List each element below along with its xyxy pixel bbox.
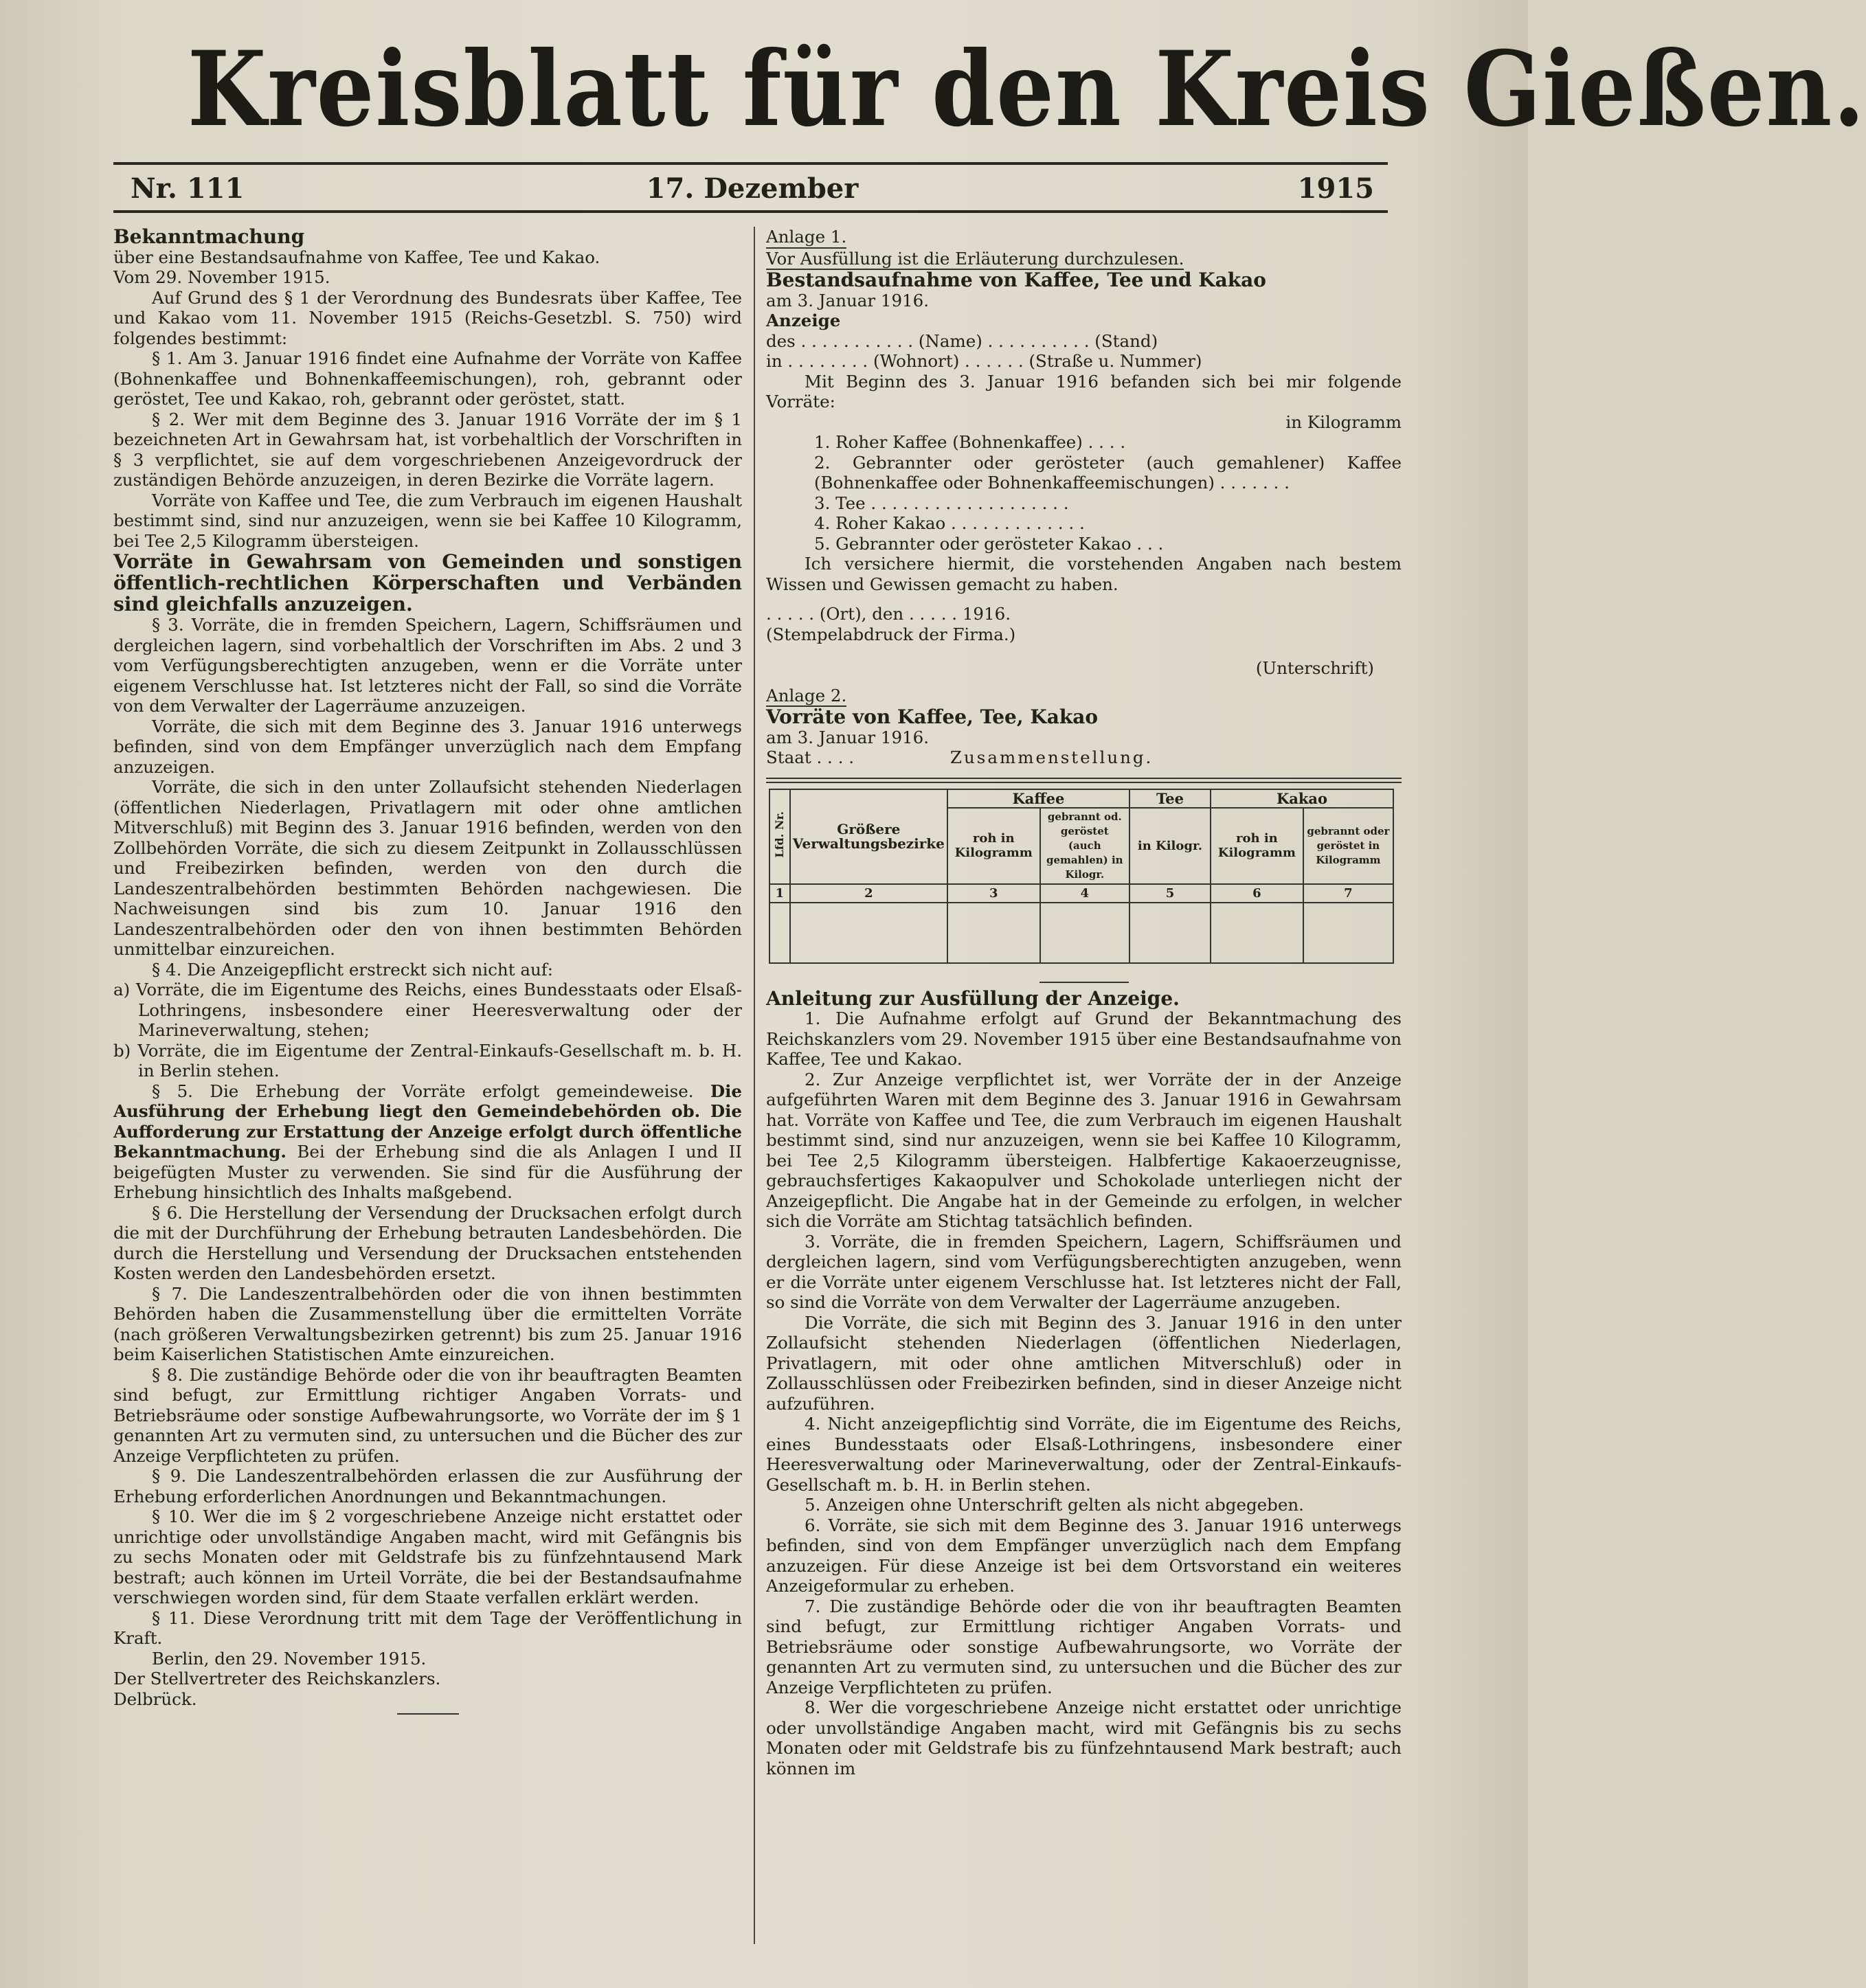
anleitung-3b: Die Vorräte, die sich mit Beginn des 3. Januar 1916 in den unter Zollaufsicht stehenden Niederlagen (öffentlichen Niederlagen, Privatlagern, mit oder ohne amtlichen Mitverschluß) oder in Zollausschlüssen oder Freibezirken befinden, sind in dieser Anzeige nicht aufzuführen. [766,1312,1402,1414]
signer-name: Delbrück. [113,1688,197,1709]
table-cell [1303,903,1393,963]
form-unit: in Kilogramm [1285,411,1402,432]
table-cell [1129,903,1211,963]
masthead-title: Kreisblatt für den Kreis Gießen. [187,29,1866,150]
col-num-2: 2 [790,884,947,903]
issue-year: 1915 [1297,172,1374,205]
table-title: Vorräte von Kaffee, Tee, Kakao [766,705,1099,728]
paragraph-3c: Vorräte, die sich in den unter Zollaufsicht stehenden Niederlagen (öffentlichen Niederlagen, Privatlagern mit oder ohne amtlichen Mitverschluß) mit Beginn des 3. Januar 1916 befinden, werden von den Zollbehörden Vorräte, die sich zu diesem Zeitpunkt in Zollausschlüssen und Freibezirken befinden, werden von den durch die Landeszentralbehörden bestimmten Behörden nachgewiesen. Die Nachweisungen sind bis zum 10. Januar 1916 den Landeszentralbehörden oder den von ihnen bestimmten Behörden unmittelbar einzureichen. [113,777,742,959]
paragraph-10: § 10. Wer die im § 2 vorgeschriebene Anzeige nicht erstattet oder unrichtige oder unvollständige Angaben macht, wird mit Gefängnis bis zu sechs Monaten oder mit Geldstrafe bis zu fünfzehntausend Mark bestraft; auch können im Urteil Vorräte, die bei der Bestandsaufnahme verschwiegen worden sind, für dem Staate verfallen erklärt werden. [113,1506,742,1607]
th-kakao: Kakao [1211,789,1393,808]
th-kaffee: Kaffee [947,789,1129,808]
form-note: Vor Ausfüllung ist die Erläuterung durchzulesen. [766,249,1402,271]
announcement-subheading: über eine Bestandsaufnahme von Kaffee, Tee und Kakao. [113,247,600,267]
form-intro: Mit Beginn des 3. Januar 1916 befanden sich bei mir folgende Vorräte: [766,371,1402,411]
closing-place-date: Berlin, den 29. November 1915. [152,1648,427,1669]
table-cell [1211,903,1303,963]
anleitung-1: 1. Die Aufnahme erfolgt auf Grund der Bekanntmachung des Reichskanzlers vom 29. November 1915 über eine Bestandsaufnahme von Kaffee, Tee und Kakao. [766,1008,1402,1069]
paragraph-9: § 9. Die Landeszentralbehörden erlassen die zur Ausführung der Erhebung erforderlichen Anordnungen und Bekanntmachungen. [113,1466,742,1506]
paragraph-5 [113,1081,742,1203]
paragraph-6: § 6. Die Herstellung der Versendung der Drucksachen erfolgt durch die mit der Durchführung der Erhebung betrauten Landesbehörden. Die durch die Herstellung und Versendung der Drucksachen entstehenden Kosten werden den Landesbehörden ersetzt. [113,1202,742,1283]
paragraph-2: § 2. Wer mit dem Beginne des 3. Januar 1916 Vorräte der im § 1 bezeichneten Art in Gewahrsam hat, ist vorbehaltlich der Vorschriften in § 3 verpflichtet, sie auf dem vorgeschriebenen Anzeigevordruck der zuständigen Behörde anzuzeigen, in deren Bezirke die Vorräte lagern. [113,409,742,490]
announcement-heading: Bekanntmachung [113,225,305,248]
form-item-1: 1. Roher Kaffee (Bohnenkaffee) . . . . [814,432,1126,452]
paragraph-3: § 3. Vorräte, die in fremden Speichern, Lagern, Schiffsräumen und dergleichen lagern, sind vorbehaltlich der Vorschriften im Abs. 2 und 3 vom Verfügungsberechtigten anzugeben, wenn er die Vorräte unter eigenem Verschlusse hat. Ist letzteres nicht der Fall, so sind die Vorräte von dem Verwalter der Lagerräume anzuzeigen. [113,615,742,716]
paragraph-5-rest: Bei der Erhebung sind die als Anlagen I und II beigefügten Muster zu verwenden. Sie sind für die Ausführung der Erhebung hinsichtlich des Inhalts maßgebend. [113,1142,742,1202]
form-date: am 3. Januar 1916. [766,290,930,310]
form-anzeige: Anzeige [766,310,841,330]
intro-paragraph: Auf Grund des § 1 der Verordnung des Bundesrats über Kaffee, Tee und Kakao vom 11. November 1915 (Reichs-Gesetzbl. S. 750) wird folgendes bestimmt: [113,287,742,348]
th-kakao-roh: roh in Kilogramm [1211,808,1303,884]
th-bezirke: Größere Verwaltungsbezirke [790,789,947,884]
bold-paragraph: Vorräte in Gewahrsam von Gemeinden und sonstigen öffentlich-rechtlichen Körperschaften und Verbänden sind gleichfalls anzuzeigen. [113,550,742,615]
form-line-name: des . . . . . . . . . . . (Name) . . . . . . . . . . (Stand) [766,330,1158,351]
form-signature: (Unterschrift) [1255,658,1374,678]
anleitung-4: 4. Nicht anzeigepflichtig sind Vorräte, die im Eigentume des Reichs, eines Bundesstaats oder Elsaß-Lothringens, insbesondere einer Heeresverwaltung oder Marineverwaltung, oder der Zentral-Einkaufs-Gesellschaft m. b. H. in Berlin stehen. [766,1414,1402,1495]
anleitung-3: 3. Vorräte, die in fremden Speichern, Lagern, Schiffsräumen und dergleichen lagern, sind vom Verfügungsberechtigten anzugeben, wenn er die Vorräte unter eigenem Verschlusse hat. Ist letzteres nicht der Fall, so sind die Vorräte von dem Verwalter der Lagerräume anzugeben. [766,1231,1402,1312]
anleitung-8: 8. Wer die vorgeschriebene Anzeige nicht erstattet oder unrichtige oder unvollständige Angaben macht, wird mit Gefängnis bis zu sechs Monaten oder mit Geldstrafe bis zu fünfzehntausend Mark bestraft; auch können im [766,1697,1402,1778]
staat-label: Staat . . . . [766,747,854,767]
anleitung-7: 7. Die zuständige Behörde oder die von ihr beauftragten Beamten sind befugt, zur Ermittlung richtiger Angaben Vorrats- und Betriebsräume oder sonstige Aufbewahrungsorte, wo Vorräte der genannten Art zu vermuten sind, zu untersuchen und die Bücher des zur Anzeige Verpflichteten zu prüfen. [766,1596,1402,1697]
table-date: am 3. Januar 1916. [766,727,930,747]
col-num-7: 7 [1303,884,1393,903]
table-top-rule [766,778,1402,783]
signature-rule [397,1713,459,1715]
col-num-1: 1 [769,884,790,903]
zusammen-label: Zusammenstellung. [950,747,1154,767]
paragraph-3b: Vorräte, die sich mit dem Beginne des 3. Januar 1916 unterwegs befinden, sind von dem Empfänger unverzüglich nach dem Empfang anzuzeigen. [113,716,742,777]
table-cell [790,903,947,963]
paragraph-5-text: § 5. Die Erhebung der Vorräte erfolgt gemeindeweise. [152,1081,694,1101]
form-item-4: 4. Roher Kakao . . . . . . . . . . . . . [814,513,1085,533]
form-affirmation: Ich versichere hiermit, die vorstehenden Angaben nach bestem Wissen und Gewissen gemacht zu haben. [766,554,1402,594]
right-column [766,227,1402,1985]
col-num-4: 4 [1040,884,1129,903]
th-kaffee-roh: roh in Kilogramm [947,808,1040,884]
anleitung-5: 5. Anzeigen ohne Unterschrift gelten als nicht abgegeben. [805,1495,1304,1515]
paragraph-2b: Vorräte von Kaffee und Tee, die zum Verbrauch im eigenen Haushalt bestimmt sind, sind nur anzuzeigen, wenn sie bei Kaffee 10 Kilogramm, bei Tee 2,5 Kilogramm übersteigen. [113,490,742,551]
paragraph-1: § 1. Am 3. Januar 1916 findet eine Aufnahme der Vorräte von Kaffee (Bohnenkaffee und Bohnenkaffeemischungen), roh, gebrannt oder geröstet, Tee und Kakao, roh, gebrannt oder geröstet, statt. [113,348,742,409]
left-column [113,227,742,1958]
th-tee-kg: in Kilogr. [1129,808,1211,884]
staat-line [766,747,1402,768]
announcement-date: Vom 29. November 1915. [113,267,330,287]
th-kakao-gebrannt: gebrannt oder geröstet in Kilogramm [1303,808,1393,884]
anlage-2-label: Anlage 2. [766,686,1402,708]
signer-title: Der Stellvertreter des Reichskanzlers. [113,1669,441,1688]
summary-table [769,789,1394,964]
table-cell [769,903,790,963]
paragraph-8: § 8. Die zuständige Behörde oder die von ihr beauftragten Beamten sind befugt, zur Ermittlung richtiger Angaben Vorrats- und Betriebsräume oder sonstige Aufbewahrungsorte, wo Vorräte der im § 1 genannten Art zu vermuten sind, zu untersuchen und die Bücher des zur Anzeige Verpflichteten zu prüfen. [113,1364,742,1466]
col-num-3: 3 [947,884,1040,903]
issue-date: 17. Dezember [646,172,859,205]
anleitung-2: 2. Zur Anzeige verpflichtet ist, wer Vorräte der in der Anzeige aufgeführten Waren mit dem Beginne des 3. Januar 1916 in Gewahrsam hat. Vorräte von Kaffee und Tee, die zum Verbrauch im eigenen Haushalt bestimmt sind, sind nur anzuzeigen, wenn sie bei Kaffee 10 Kilogramm, bei Tee 2,5 Kilogramm übersteigen. Halbfertige Kakaoerzeugnisse, gebrauchsfertiges Kakaopulver und Schokolade unterliegen nicht der Anzeigepflicht. Die Angabe hat in der Gemeinde zu erfolgen, in welcher sich die Vorräte am Stichtag tatsächlich befinden. [766,1069,1402,1231]
paragraph-11: § 11. Diese Verordnung tritt mit dem Tage der Veröffentlichung in Kraft. [113,1607,742,1648]
paragraph-4b: b) Vorräte, die im Eigentume der Zentral-Einkaufs-Gesellschaft m. b. H. in Berlin stehen. [113,1040,742,1081]
th-tee: Tee [1129,789,1211,808]
th-kaffee-gebrannt: gebrannt od. geröstet (auch gemahlen) in Kilogr. [1040,808,1129,884]
form-place-date: . . . . . (Ort), den . . . . . 1916. [766,604,1011,624]
form-line-ort: in . . . . . . . . (Wohnort) . . . . . . (Straße u. Nummer) [766,351,1202,371]
paragraph-4: § 4. Die Anzeigepflicht erstreckt sich nicht auf: [152,959,554,980]
masthead-rule-top [113,162,1388,165]
issue-number: Nr. 111 [131,172,245,205]
anleitung-6: 6. Vorräte, sie sich mit dem Beginne des 3. Januar 1916 unterwegs befinden, sind von dem Empfänger unverzüglich nach dem Empfang anzuzeigen. Für diese Anzeige ist bei dem Ortsvorstand ein weiteres Anzeigeformular zu erheben. [766,1515,1402,1596]
anlage-1-label: Anlage 1. [766,227,1402,249]
th-lfd: Lfd. Nr. [769,789,790,884]
form-item-5: 5. Gebrannter oder gerösteter Kakao . . . [814,533,1164,554]
paragraph-5-bold: Die Ausführung der Erhebung liegt den Gemeindebehörden ob. Die Aufforderung zur Erstattung der Anzeige erfolgt durch öffentliche Bekanntmachung. [113,1081,742,1162]
form-stamp: (Stempelabdruck der Firma.) [766,624,1016,644]
column-divider [754,227,755,1944]
paragraph-7: § 7. Die Landeszentralbehörden oder die von ihnen bestimmten Behörden haben die Zusammenstellung über die ermittelten Vorräte (nach größeren Verwaltungsbezirken getrennt) bis zum 25. Januar 1916 beim Kaiserlichen Statistischen Amte einzureichen. [113,1283,742,1364]
anleitung-title: Anleitung zur Ausfüllung der Anzeige. [766,986,1180,1010]
issue-line [131,172,1374,206]
form-item-2: 2. Gebrannter oder gerösteter (auch gemahlener) Kaffee (Bohnenkaffee oder Bohnenkaffeemischungen) . . . . . . . [814,452,1402,493]
section-rule [1039,982,1129,983]
col-num-6: 6 [1211,884,1303,903]
col-num-5: 5 [1129,884,1211,903]
form-item-3: 3. Tee . . . . . . . . . . . . . . . . . . . [814,493,1069,513]
form-title: Bestandsaufnahme von Kaffee, Tee und Kakao [766,269,1266,291]
table-cell [947,903,1040,963]
masthead-rule-bottom [113,210,1388,213]
paragraph-4a: a) Vorräte, die im Eigentume des Reichs, eines Bundesstaats oder Elsaß-Lothringens, insbesondere einer Heeresverwaltung oder der Marineverwaltung, stehen; [113,980,742,1040]
table-cell [1040,903,1129,963]
